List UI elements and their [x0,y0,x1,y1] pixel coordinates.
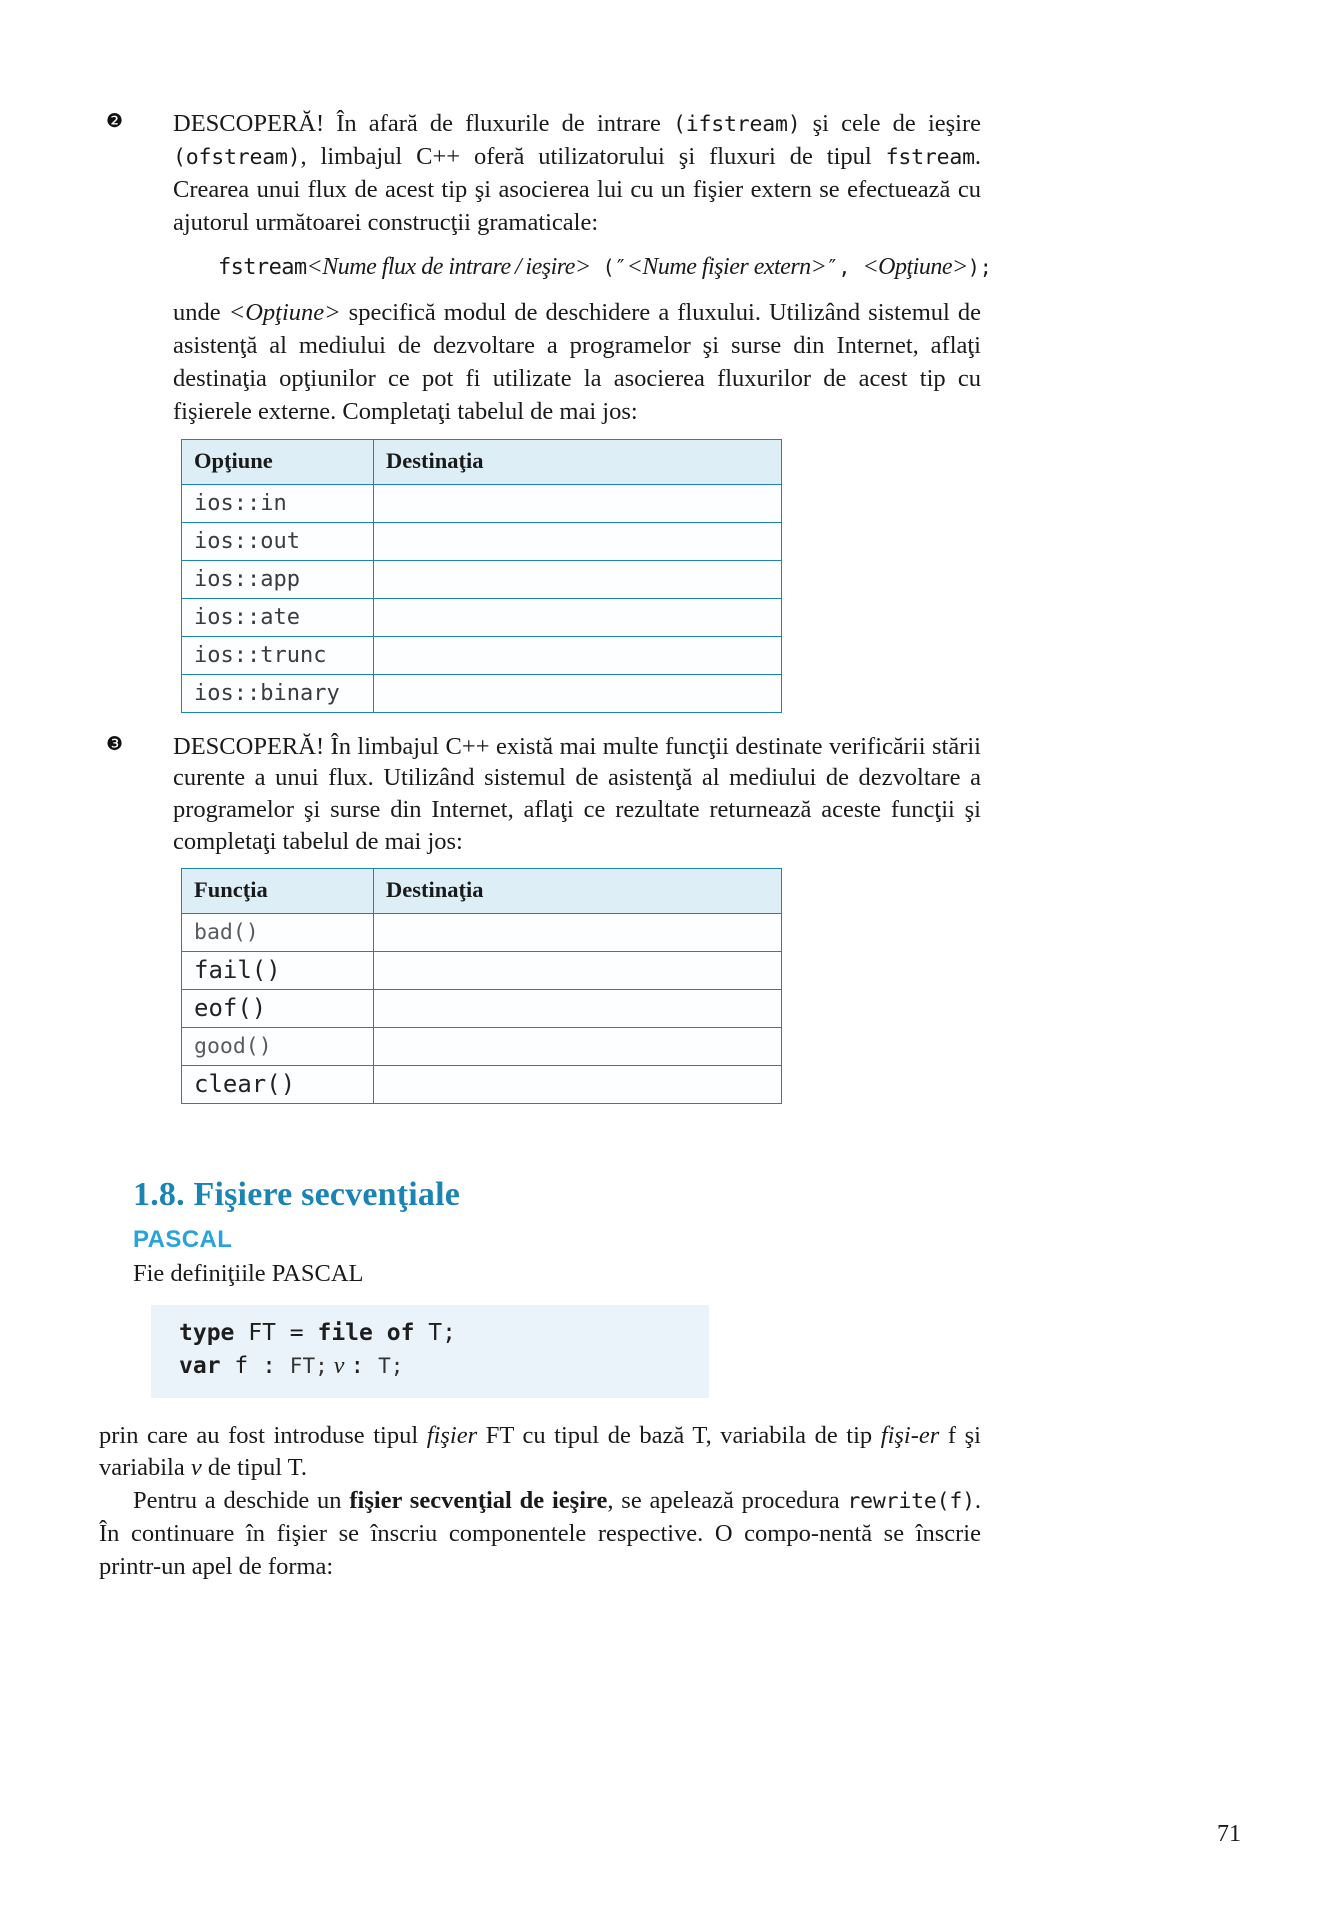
code-line-1-mid: FT = [234,1319,318,1346]
exercise-17-text-2: şi cele de ieşire [800,110,981,137]
functions-table-header-function: Funcţia [182,868,374,913]
tail-p2-bold: fişier secvenţial de ieşire [349,1487,608,1515]
option-cell [182,560,374,598]
functions-table-header-row [182,868,782,913]
table-row [182,951,782,989]
table-row [182,484,782,522]
functions-table [181,868,782,1104]
tail-paragraph-2 [99,1485,981,1584]
option-value: ios::ate [194,604,300,630]
code-ofstream: (ofstream) [173,144,301,170]
function-cell [182,1065,374,1103]
table-row [182,522,782,560]
option-cell [182,522,374,560]
code-fstream: fstream [885,144,975,170]
function-value: fail() [194,956,281,985]
destination-cell[interactable] [374,1065,782,1103]
formula-keyword: fstream [218,254,307,280]
table-row [182,560,782,598]
formula-arg-file-name: <Nume fişier extern> [626,253,827,280]
formula-separator: ″, [826,254,863,279]
code-line-1-end: T; [414,1319,456,1346]
option-cell [182,484,374,522]
function-value: clear() [194,1070,296,1099]
function-value: good() [194,1033,272,1059]
tail-p1-fisier: fişier [426,1421,478,1449]
destination-cell[interactable] [374,598,782,636]
page-content [99,108,992,1584]
tail-p2-a: Pentru a deschide un [133,1487,350,1515]
destination-cell[interactable] [374,1027,782,1065]
followup-option-italic: <Opţiune> [228,298,341,326]
tail-p1-e: de tipul T. [201,1454,307,1482]
followup-text-2: specifică modul de deschidere a fluxului. Utilizând sistemul de asistenţă al mediului de dezvoltare a programelor şi surse din Internet, aflaţi destinaţia opţiunilor ce pot fi utilizate la asocierea fluxurilor de acest tip cu fişierele externe. Completaţi tabelul de mai jos: [173,298,981,425]
exercise-18-lead: DESCOPERĂ! [173,732,325,760]
tail-p1-b: FT cu tipul de bază T, variabila de tip [477,1421,881,1449]
tail-p1-fisi: fişi- [880,1421,919,1449]
exercise-17-text-1: În afară de fluxurile de intrare [324,110,674,137]
function-value: bad() [194,919,259,945]
code-line-1 [179,1317,709,1350]
code-type-t: T; [378,1354,404,1379]
table-row [182,913,782,951]
tail-p1-c: er [918,1421,940,1449]
code-line-2 [179,1349,709,1383]
tail-p1-d: f şi variabila [99,1421,981,1482]
exercise-18-text [173,731,981,858]
function-cell [182,1027,374,1065]
function-value: eof() [194,994,267,1023]
followup-text-1: unde [173,298,229,326]
code-rewrite: rewrite(f) [847,1489,975,1515]
language-tag-pascal: PASCAL [133,1225,233,1253]
destination-cell[interactable] [374,636,782,674]
exercise-17 [106,108,992,713]
code-ifstream: (ifstream) [673,112,801,137]
destination-cell[interactable] [374,951,782,989]
option-value: ios::binary [194,680,340,706]
tail-p1-a: prin care au fost introduse tipul [99,1421,427,1449]
table-row [182,1065,782,1103]
formula-open-paren: (″ [590,254,627,279]
options-table [181,439,782,713]
function-cell [182,913,374,951]
options-table-header-destination: Destinaţia [374,439,782,484]
exercise-17-text [173,108,981,240]
table-row [182,674,782,712]
destination-cell[interactable] [374,989,782,1027]
table-row [182,1027,782,1065]
destination-cell[interactable] [374,522,782,560]
section-intro-text: Fie definiţiile PASCAL [133,1259,364,1287]
code-type-ft: FT; [289,1354,328,1379]
code-keyword-file-of: file of [317,1319,415,1346]
option-value: ios::trunc [194,642,327,668]
code-keyword-type: type [179,1319,235,1346]
exercise-17-lead: DESCOPERĂ! [173,110,325,137]
formula-arg-stream-name: <Nume flux de intrare / ieşire> [306,253,591,280]
tail-p2-b: , se apelează procedura [607,1487,848,1515]
option-value: ios::out [194,528,300,554]
exercise-17-text-4: . Crearea unui flux de acest tip şi asocierea lui cu un fişier extern se efectuează cu ajutorul următoarei construcţii gramaticale: [173,142,981,236]
function-cell [182,989,374,1027]
options-table-header-option: Opţiune [182,439,374,484]
option-value: ios::app [194,566,300,592]
destination-cell[interactable] [374,674,782,712]
code-var-v: v [327,1353,351,1380]
table-row [182,598,782,636]
exercise-17-followup [173,297,981,429]
option-value: ios::in [194,490,287,516]
pascal-code-block [151,1305,709,1398]
table-row [182,636,782,674]
tail-p1-v: v [190,1454,202,1482]
option-cell [182,636,374,674]
destination-cell[interactable] [374,560,782,598]
section-heading: 1.8. Fişiere secvenţiale [133,1175,461,1213]
destination-cell[interactable] [374,484,782,522]
formula-close-paren: ); [967,254,992,279]
option-cell [182,674,374,712]
exercise-18 [106,731,981,1104]
functions-table-header-destination: Destinaţia [374,868,782,913]
exercise-17-marker: ❷ [106,110,124,132]
formula-arg-option: <Opţiune> [862,253,968,280]
code-line-2-mid2: : [350,1353,379,1380]
tail-paragraph-1 [99,1420,981,1486]
exercise-18-marker: ❸ [106,732,124,755]
exercise-18-body: În limbajul C++ există mai multe funcţii destinate verificării stării curente a unui flux. Utilizând sistemul de asistenţă al mediului de dezvoltare a programelor şi surse din Internet, aflaţi ce rezultate returnează aceste funcţii şi completaţi tabelul de mai jos: [173,732,981,856]
tail-p2-c: . În continuare în fişier se înscriu componentele respective. O compo-nentă se înscrie printr-un apel de forma: [99,1487,981,1581]
options-table-header-row [182,439,782,484]
code-keyword-var: var [179,1353,221,1380]
section-1-8 [133,1176,981,1398]
page-number: 71 [1217,1821,1241,1847]
fstream-syntax-formula [173,253,992,281]
function-cell [182,951,374,989]
destination-cell[interactable] [374,913,782,951]
option-cell [182,598,374,636]
table-row [182,989,782,1027]
code-line-2-mid: f : [220,1353,290,1380]
exercise-17-text-3: , limbajul C++ oferă utilizatorului şi fluxuri de tipul [300,142,886,170]
